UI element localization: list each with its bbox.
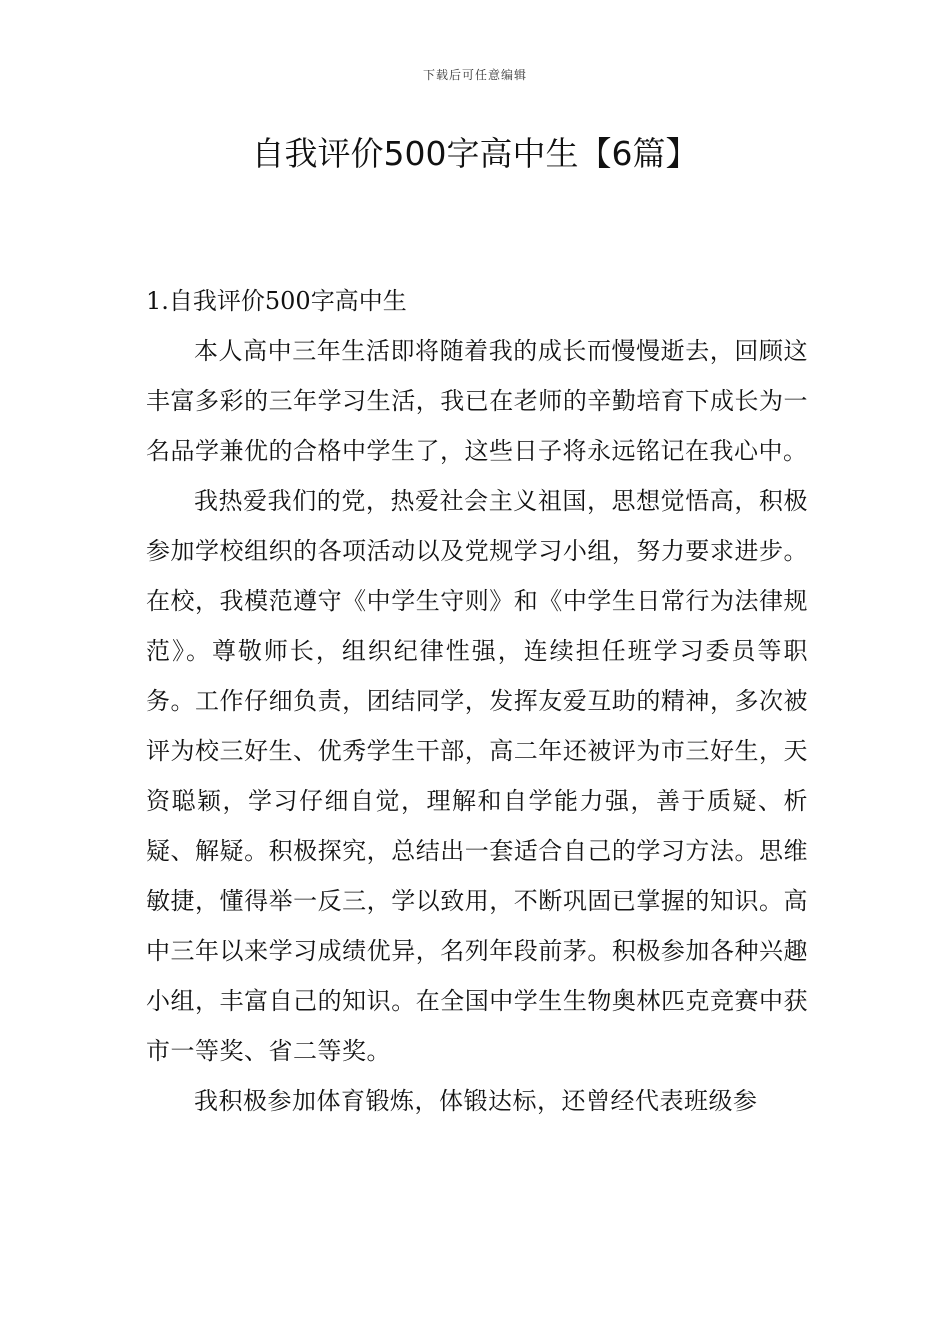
- paragraph: 我热爱我们的党，热爱社会主义祖国，思想觉悟高，积极参加学校组织的各项活动以及党规学习小组，努力要求进步。在校，我模范遵守《中学生守则》和《中学生日常行为法律规范》。尊敬师长，组织纪律性强，连续担任班学习委员等职务。工作仔细负责，团结同学，发挥友爱互助的精神，多次被评为校三好生、优秀学生干部，高二年还被评为市三好生，天资聪颖，学习仔细自觉，理解和自学能力强，善于质疑、析疑、解疑。积极探究，总结出一套适合自己的学习方法。思维敏捷，懂得举一反三，学以致用，不断巩固已掌握的知识。高中三年以来学习成绩优异，名列年段前茅。积极参加各种兴趣小组，丰富自己的知识。在全国中学生生物奥林匹克竞赛中获市一等奖、省二等奖。: [146, 487, 808, 1065]
- document-title: 自我评价500字高中生【6篇】: [251, 134, 699, 173]
- document-body: [146, 276, 808, 1126]
- paragraph: 本人高中三年生活即将随着我的成长而慢慢逝去，回顾这丰富多彩的三年学习生活，我已在老师的辛勤培育下成长为一名品学兼优的合格中学生了，这些日子将永远铭记在我心中。: [146, 337, 808, 465]
- section-heading: 1.自我评价500字高中生: [146, 287, 407, 315]
- header-note: 下载后可任意编辑: [422, 68, 527, 82]
- paragraph: 我积极参加体育锻炼，体锻达标，还曾经代表班级参: [194, 1087, 758, 1115]
